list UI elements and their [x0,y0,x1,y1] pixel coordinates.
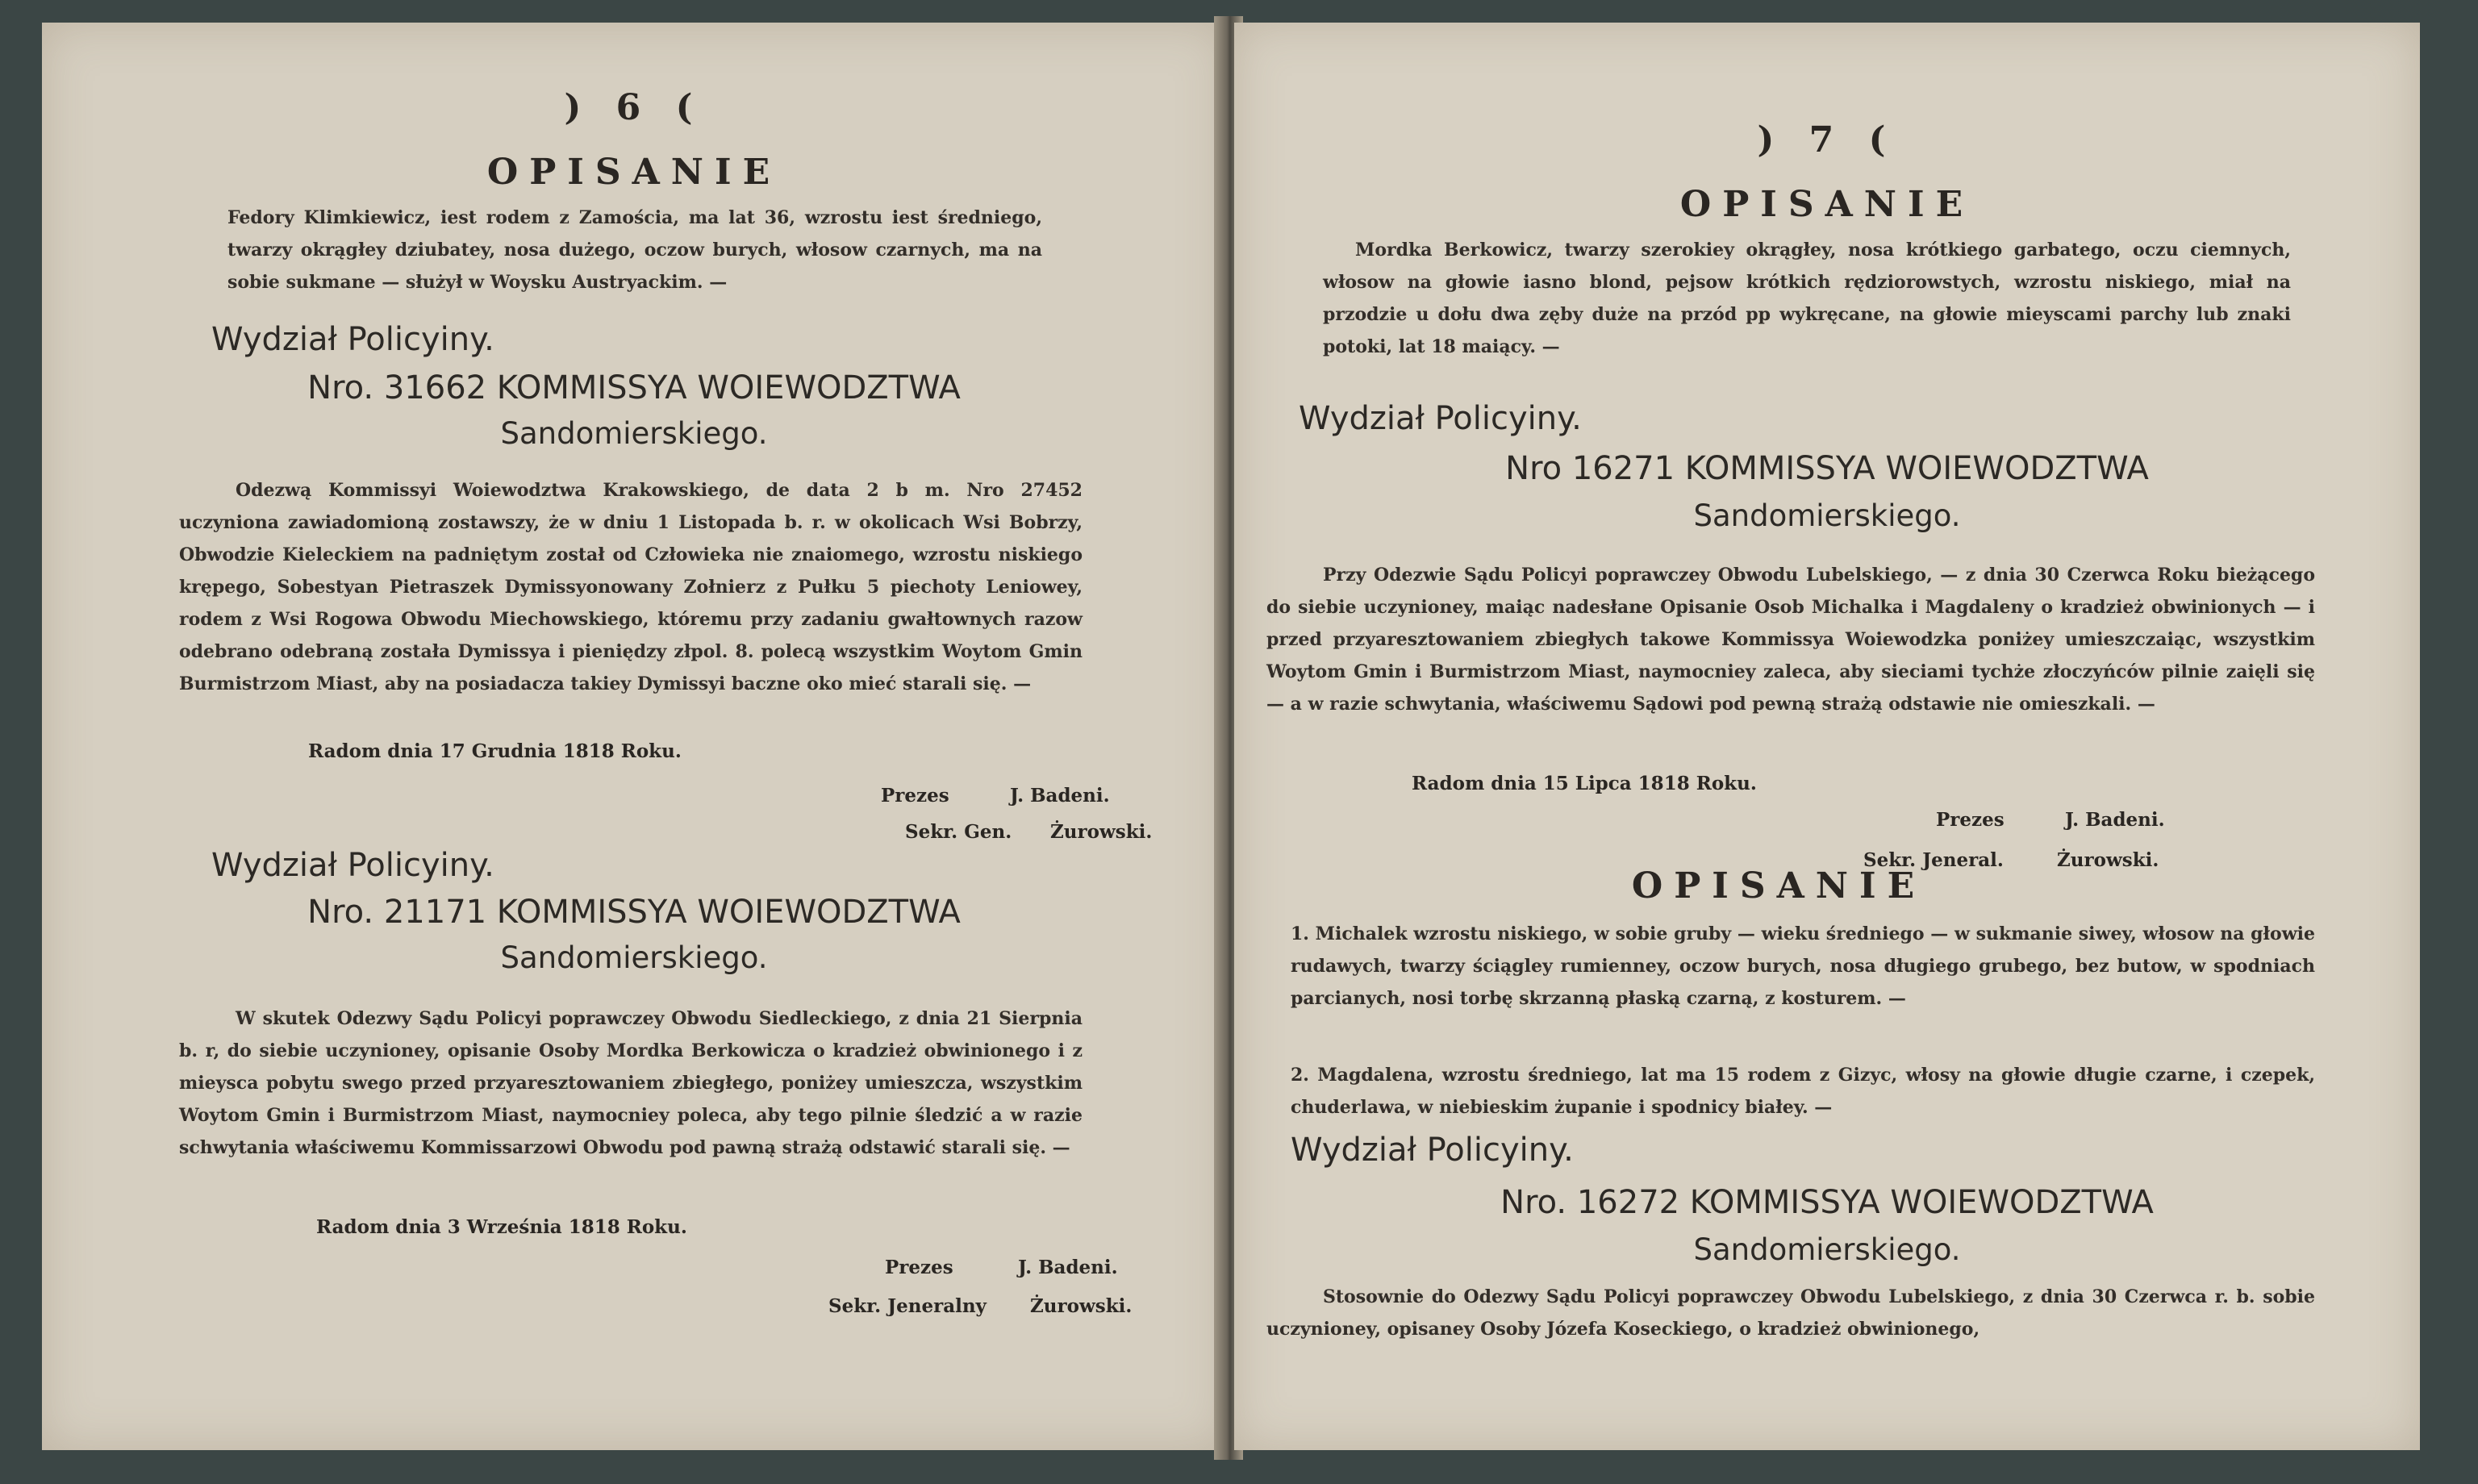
notice-paragraph: Przy Odezwie Sądu Policyi poprawczey Obwodu Lubelskiego, — z dnia 30 Czerwca Roku bieżącego do siebie uczynioney, maiąc nadesłane Opisanie Osob Michalka i Magdaleny o kradzież obwinionych — i przed przyaresztowaniem zbiegłych takowe Kommissya Woiewodzka poniżey umieszczaiąc, wszystkim Woytom Gmin i Burmistrzom Miast, naymocniey zaleca, aby sieciami tychże złoczyńców pilnie zaięli się — a w razie schwytania, właściwemu Sądowi pod pewną strażą odstawie nie omieszkali. — [1266,565,2315,715]
signature-role: Sekr. Jeneral. [1863,849,2004,871]
section-heading: OPISANIE [1679,184,1975,225]
signature-role: Sekr. Gen. [905,821,1012,843]
signature-name: Żurowski. [1030,1295,1133,1317]
page-number: ) 6 ( [564,87,704,128]
list-item: 2. Magdalena, wzrostu średniego, lat ma 15 rodem z Gizyc, włosy na głowie długie czarne, i czepek, chuderlawa, w niebieskim żupanie i spodnicy białey. — [1291,1065,2315,1118]
date-line: Radom dnia 15 Lipca 1818 Roku. [1412,773,1757,794]
signature-name: J. Badeni. [1010,785,1110,807]
description-paragraph: Mordka Berkowicz, twarzy szerokiey okrągłey, nosa krótkiego garbatego, oczu ciemnych, włosow na głowie iasno blond, pejsow krótkich rędziorowstych, wzrostu niskiego, miał na przodzie u dołu dwa zęby duże na przód pp wykręcane, na głowie mieyscami parchy lub znaki potoki, lat 18 maiący. — [1323,240,2291,357]
commission-number: Nro 16271 KOMMISSYA WOIEWODZTWA [1505,450,2149,487]
date-line: Radom dnia 3 Września 1818 Roku. [316,1216,687,1238]
commission-number: Nro. 16272 KOMMISSYA WOIEWODZTWA [1500,1184,2154,1221]
office-name: Wydział Policyiny. [211,847,494,884]
office-name: Wydział Policyiny. [1291,1132,1574,1169]
region-name: Sandomierskiego. [500,940,768,975]
region-name: Sandomierskiego. [1693,1232,1961,1267]
section-heading: OPISANIE [486,152,782,193]
signature-name: J. Badeni. [1018,1257,1118,1278]
commission-number: Nro. 31662 KOMMISSYA WOIEWODZTWA [307,369,961,406]
section-heading: OPISANIE [1631,865,1926,907]
notice-paragraph: W skutek Odezwy Sądu Policyi poprawczey Obwodu Siedleckiego, z dnia 21 Sierpnia b. r, do siebie uczynioney, opisanie Osoby Mordka Berkowicza o kradzież obwinionego i z mieysca pobytu swego przed przyaresztowaniem zbiegłego, poniżey umieszcza, wszystkim Woytom Gmin i Burmistrzom Miast, naymocniey poleca, aby tego pilnie śledzić a w razie schwytania właściwemu Kommissarzowi Obwodu pod pawną strażą odstawić starali się. — [179,1008,1083,1158]
signature-role: Sekr. Jeneralny [828,1295,987,1317]
signature-role: Prezes [1936,809,2005,831]
signature-role: Prezes [881,785,949,807]
date-line: Radom dnia 17 Grudnia 1818 Roku. [308,740,682,762]
signature-role: Prezes [885,1257,953,1278]
office-name: Wydział Policyiny. [1299,400,1582,437]
signature-name: J. Badeni. [2065,809,2165,831]
region-name: Sandomierskiego. [500,416,768,451]
description-paragraph: Fedory Klimkiewicz, iest rodem z Zamościa, ma lat 36, wzrostu iest średniego, twarzy okrągłey dziubatey, nosa dużego, oczow burych, włosow czarnych, ma na sobie sukmane — służył w Woysku Austryackim. — [227,207,1042,293]
commission-number: Nro. 21171 KOMMISSYA WOIEWODZTWA [307,894,961,931]
left-page [42,23,1226,1450]
signature-name: Żurowski. [2057,849,2159,871]
notice-paragraph: Odezwą Kommissyi Woiewodztwa Krakowskiego, de data 2 b m. Nro 27452 uczyniona zawiadomioną zostawszy, że w dniu 1 Listopada b. r. w okolicach Wsi Bobrzy, Obwodzie Kieleckiem na padniętym został od Człowieka nie znaiomego, wzrostu niskiego krępego, Sobestyan Pietraszek Dymissyonowany Zołnierz z Pułku 5 piechoty Leniowey, rodem z Wsi Rogowa Obwodu Miechowskiego, któremu przy zadaniu gwałtownych razow odebrano odebraną została Dymissya i pieniędzy złpol. 8. polecą wszystkim Woytom Gmin Burmistrzom Miast, aby na posiadacza takiey Dymissyi baczne oko mieć starali się. — [179,480,1083,694]
page-number: ) 7 ( [1757,119,1897,160]
notice-paragraph: Stosownie do Odezwy Sądu Policyi poprawczey Obwodu Lubelskiego, z dnia 30 Czerwca r. b. sobie uczynioney, opisaney Osoby Józefa Koseckiego, o kradzież obwinionego, [1266,1286,2315,1340]
list-item: 1. Michalek wzrostu niskiego, w sobie gruby — wieku średniego — w sukmanie siwey, włosow na głowie rudawych, twarzy ściągley rumienney, oczow burych, nosa długiego grubego, bez butow, w spodniach parcianych, nosi torbę skrzanną płaską czarną, z kosturem. — [1291,923,2315,1009]
office-name: Wydział Policyiny. [211,321,494,358]
signature-name: Żurowski. [1050,821,1153,843]
right-page [1234,23,2420,1450]
region-name: Sandomierskiego. [1693,498,1961,533]
